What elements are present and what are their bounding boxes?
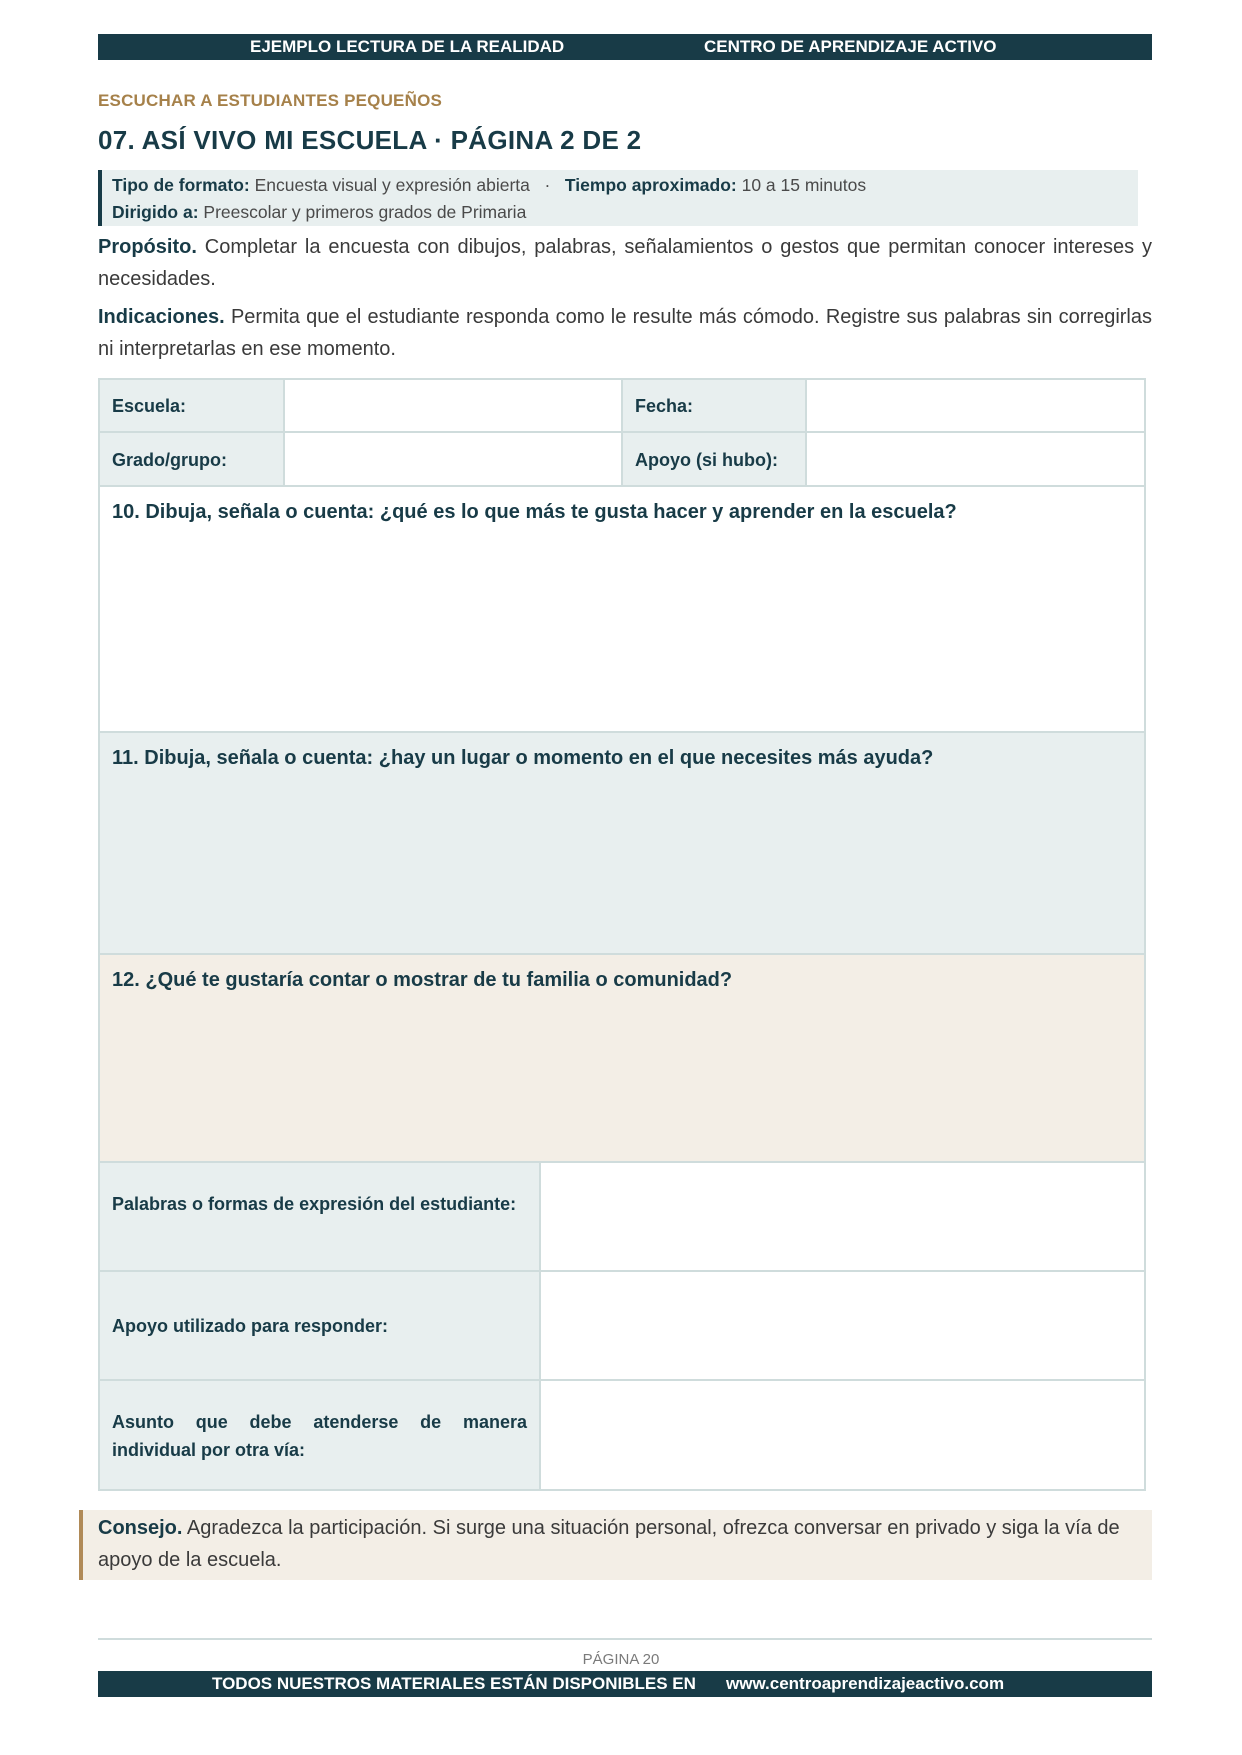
footer-bar <box>98 1671 1152 1697</box>
tip-text: Agradezca la participación. Si surge una situación personal, ofrezca conversar en privado y siga la vía de apoyo de la escuela. <box>98 1517 1120 1571</box>
grade-label: Grado/grupo: <box>112 450 227 470</box>
instructions-label: Indicaciones. <box>98 306 225 328</box>
grade-label-cell <box>98 431 285 487</box>
date-label-cell <box>621 378 807 433</box>
purpose-paragraph <box>98 231 1152 295</box>
words-label: Palabras o formas de expresión del estudiante: <box>112 1194 517 1214</box>
question-12-box[interactable] <box>98 953 1146 1163</box>
school-label: Escuela: <box>112 396 187 416</box>
time-label: Tiempo aproximado: <box>564 175 737 195</box>
format-value: Encuesta visual y expresión abierta <box>254 175 530 195</box>
aid-field[interactable] <box>539 1270 1146 1381</box>
question-10: 10. Dibuja, señala o cuenta: ¿qué es lo que más te gusta hacer y aprender en la escuela? <box>112 501 957 523</box>
support-label-cell <box>621 431 807 487</box>
question-11-box[interactable] <box>98 731 1146 955</box>
audience-value: Preescolar y primeros grados de Primaria <box>203 202 527 222</box>
page-title: 07. ASÍ VIVO MI ESCUELA · PÁGINA 2 DE 2 <box>98 125 642 155</box>
tip-label: Consejo. <box>98 1517 183 1539</box>
header-right-text: CENTRO DE APRENDIZAJE ACTIVO <box>704 37 997 56</box>
purpose-text: Completar la encuesta con dibujos, palabras, señalamientos o gestos que permitan conocer intereses y necesidades. <box>98 236 1153 290</box>
section-kicker: ESCUCHAR A ESTUDIANTES PEQUEÑOS <box>98 91 443 110</box>
words-label-cell <box>98 1161 541 1272</box>
audience-label: Dirigido a: <box>112 202 199 222</box>
question-12: 12. ¿Qué te gustaría contar o mostrar de tu familia o comunidad? <box>112 969 733 991</box>
question-11: 11. Dibuja, señala o cuenta: ¿hay un lugar o momento en el que necesites más ayuda? <box>112 747 934 769</box>
aid-label-cell <box>98 1270 541 1381</box>
meta-line-1 <box>112 172 1138 199</box>
tip-box <box>79 1510 1152 1580</box>
instructions-paragraph <box>98 301 1152 365</box>
purpose-label: Propósito. <box>98 236 197 258</box>
support-label: Apoyo (si hubo): <box>635 450 778 470</box>
page-number: PÁGINA 20 <box>582 1651 660 1668</box>
issue-label-cell <box>98 1379 541 1491</box>
support-field[interactable] <box>805 431 1146 487</box>
footer-link[interactable]: www.centroaprendizajeactivo.com <box>726 1674 1005 1693</box>
header-bar <box>98 34 1152 60</box>
meta-box <box>98 170 1138 226</box>
issue-label: Asunto que debe atenderse de manera individual por otra vía: <box>112 1412 527 1460</box>
issue-field[interactable] <box>539 1379 1146 1491</box>
footer-left-text: TODOS NUESTROS MATERIALES ESTÁN DISPONIBLES EN <box>212 1674 696 1693</box>
date-label: Fecha: <box>635 396 694 416</box>
grade-field[interactable] <box>283 431 623 487</box>
question-10-box[interactable] <box>98 485 1146 733</box>
meta-separator: · <box>544 175 551 195</box>
school-field[interactable] <box>283 378 623 433</box>
school-label-cell <box>98 378 285 433</box>
header-left-text: EJEMPLO LECTURA DE LA REALIDAD <box>250 37 565 56</box>
aid-label: Apoyo utilizado para responder: <box>112 1316 389 1336</box>
instructions-text: Permita que el estudiante responda como le resulte más cómodo. Registre sus palabras sin corregirlas ni interpretarlas en ese momento. <box>98 306 1152 360</box>
words-field[interactable] <box>539 1161 1146 1272</box>
footer-divider <box>98 1638 1152 1640</box>
meta-line-2 <box>112 199 1138 226</box>
date-field[interactable] <box>805 378 1146 433</box>
format-label: Tipo de formato: <box>112 175 250 195</box>
time-value: 10 a 15 minutos <box>741 175 867 195</box>
